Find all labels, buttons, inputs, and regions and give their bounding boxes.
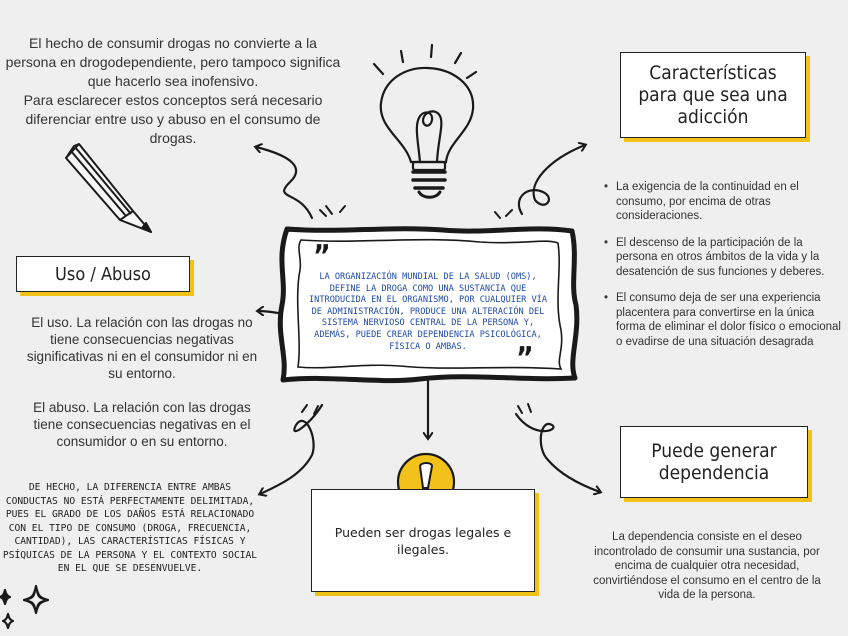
list-item: • La exigencia de la continuidad en el consumo, por encima de otras consideraciones. [604,180,844,224]
intro-text [4,34,342,148]
sparkle-icon [0,586,48,628]
dependencia-title [620,426,808,498]
lightbulb-icon [374,45,476,197]
dependencia-title-text: Puede generar dependencia [651,440,777,484]
open-quote: ” [313,239,331,274]
pencil-icon [66,144,151,232]
legales-box [311,489,535,592]
uso-abuso-text [22,314,262,467]
intro-line-1: El hecho de consumir drogas no convierte a la persona en drogodependiente, pero tampoco significa que hacerlo sea inofensivo. [5,35,341,89]
arrow-to-dependencia [516,414,600,492]
oms-definition: LA ORGANIZACIÓN MUNDIAL DE LA SALUD (OMS), DEFINE LA DROGA COMO UNA SUSTANCIA QUE INTRODUCIDA EN EL ORGANISMO, POR CUALQUIER VÍA DE ADMINISTRACIÓN, PRODUCE UNA ALTERACIÓN DEL SISTEMA NERVIOSO CENTRAL DE LA PERSONA Y, ADEMÁS, PUEDE CREAR DEPENDENCIA PSICOLÓGICA, FÍSICA O AMBAS. [309,272,547,352]
list-item: • El descenso de la participación de la persona en otros ámbitos de la vida y la desatención de sus funciones y deberes. [604,236,844,280]
arrow-to-uso [258,311,278,313]
uso-abuso-title: Uso / Abuso [16,256,190,292]
caracteristicas-title-text: Características para que sea una adicción [638,62,788,128]
arrow-to-hecho [260,405,322,494]
legales-text: Pueden ser drogas legales e ilegales. [334,524,512,557]
caracteristicas-list [604,180,844,361]
list-item: • El consumo deja de ser una experiencia placentera para convertirse en la única forma de eliminar el dolor físico o emocional o evadirse de una situación desagrada [604,291,844,349]
abuso-text: El abuso. La relación con las drogas tiene consecuencias negativas en el consumidor o en su entorno. [33,400,251,449]
close-quote: ” [516,341,534,376]
uso-text: El uso. La relación con las drogas no tiene consecuencias negativas significativas ni en el consumidor ni en su entorno. [26,315,258,381]
dependencia-text: La dependencia consiste en el deseo incontrolado de consumir una sustancia, por encima de cualquier otra necesidad, convirtiéndose el consumo en el centro de la vida de la persona. [593,531,821,601]
intro-line-2: Para esclarecer estos conceptos será necesario diferenciar entre uso y abuso en el consumo de drogas. [23,92,323,146]
hecho-text: DE HECHO, LA DIFERENCIA ENTRE AMBAS CONDUCTAS NO ESTÁ PERFECTAMENTE DELIMITADA, PUES EL GRADO DE LOS DAÑOS ESTÁ RELACIONADO CON EL TIPO DE CONSUMO (DROGA, FRECUENCIA, CANTIDAD), LAS CARACTERÍSTICAS FÍSICAS Y PSÍQUICAS DE LA PERSONA Y EL CONTEXTO SOCIAL EN EL QUE SE DESENVUELVE. [2,482,258,574]
caracteristicas-title [620,52,806,138]
arrow-to-intro [256,147,312,218]
arrow-to-caracteristicas [519,145,585,214]
